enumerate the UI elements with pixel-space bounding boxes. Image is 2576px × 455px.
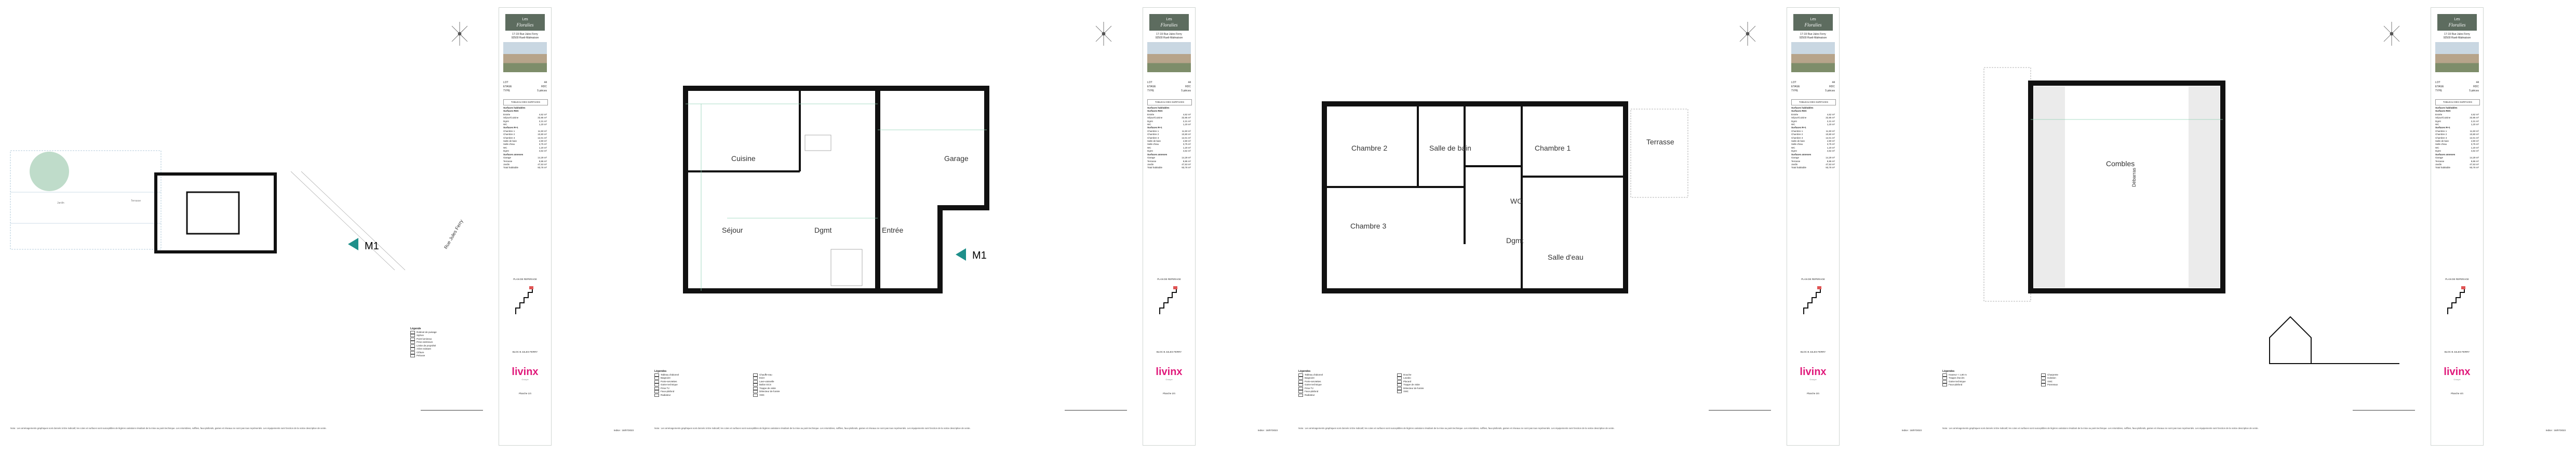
reperage-diagram-icon [2447,284,2467,315]
legend-box [410,327,437,358]
room-label-cuisine: Cuisine [731,154,756,163]
legend-item: Prise TV [654,387,743,391]
surfaces-heading: Surfaces RDC [2435,110,2451,113]
surfaces-room-area: 11,50 m² [538,129,547,132]
surfaces-room-area: 14,29 m² [1182,156,1191,159]
marker-arrow-icon [956,248,966,261]
room-label-garage: Garage [944,154,969,163]
legend-item: Radiateur [654,394,743,397]
legend-item: Baignoire [654,377,743,380]
marker-label: M1 [365,240,379,252]
surfaces-room-name: Terrasse [1791,159,1801,163]
surfaces-room-area: 10,80 m² [1826,133,1835,136]
title-block [2431,7,2484,446]
surfaces-room-name: Chambre 2 [503,133,515,136]
surfaces-room-name: Jardin [1147,163,1154,166]
surfaces-room-area: 32,85 m² [1826,116,1835,119]
surfaces-room-name: Garage [503,156,512,159]
compass-rose-icon [2384,22,2399,46]
project-logo: Les Floralies [2437,14,2477,31]
surfaces-room-name: Dgmt [1147,119,1153,123]
legend-title: Légendes [654,370,667,373]
reperage-title: PLAN DE REPERAGE [1157,278,1181,280]
surfaces-room-area: 10,80 m² [2470,133,2479,136]
surfaces-room-name: Séjour/Cuisine [2435,116,2451,119]
surfaces-heading: Surfaces habitables [503,106,526,109]
brand-logo: livinx Groupe [1156,366,1183,381]
surfaces-heading: Surfaces R+1 [2435,126,2450,129]
legend-item: Baignoire [1298,377,1387,380]
reperage-title: PLAN DE REPERAGE [513,278,537,280]
surfaces-room-name: Chambre 1 [1147,129,1159,132]
surfaces-table [503,106,547,170]
surfaces-room-area: 2,31 m² [2471,119,2479,123]
surfaces-room-area: 4,64 m² [1183,150,1191,153]
disclaimer-text: Nota : Les aménagements graphiques sont donnés à titre indicatif, les cotes et surfaces sont susceptibles de légères variations résultant de la mise au point technique. Les retombées, soffites, faux-plafonds, gaines et réseaux ne sont pas tous représentés. Les équipements sont fonction de la notice descriptive de vente. [1942,427,2259,430]
surfaces-room-name: Chambre 3 [2435,136,2447,139]
surfaces-table [1791,106,1835,170]
surfaces-room-area: 47,53 m² [1826,163,1835,166]
reperage-diagram-icon [1159,284,1179,315]
surfaces-table-title: TABLEAU DES SURFACES [1147,99,1192,105]
surfaces-room-area: 1,20 m² [539,123,547,126]
room-label-chambre-2: Chambre 2 [1351,144,1388,152]
surfaces-room-area: 47,53 m² [1182,163,1191,166]
disclaimer-text: Nota : Les aménagements graphiques sont donnés à titre indicatif, les cotes et surfaces sont susceptibles de légères variations résultant de la mise au point technique. Les retombées, soffites, faux-plafonds, gaines et réseaux ne sont pas tous représentés. Les équipements sont fonction de la notice descriptive de vente. [654,427,971,430]
legend-item: Gaine technique [1942,380,2031,384]
legend-item: Lavabo [1397,377,1485,380]
surfaces-room-name: Salle de bain [1791,140,1805,143]
surfaces-room-area: 1,20 m² [1827,123,1835,126]
plan-sheet-4 [1932,0,2576,455]
surfaces-room-name: Chambre 1 [1791,129,1803,132]
surfaces-room-name: Dgmt [503,119,509,123]
surfaces-heading: Surfaces R+1 [1147,126,1162,129]
surfaces-room-area: 11,50 m² [1826,129,1835,132]
plan-sheet-2 [644,0,1289,455]
disclaimer-text: Nota : Les aménagements graphiques sont donnés à titre indicatif, les cotes et surfaces sont susceptibles de légères variations résultant de la mise au point technique. Les retombées, soffites, faux-plafonds, gaines et réseaux ne sont pas tous représentés. Les équipements sont fonction de la notice descriptive de vente. [1298,427,1615,430]
legend-item: Gaine technique [654,383,743,387]
legend-item: Faux-plafond [1942,383,2031,387]
surfaces-room-area: 4,90 m² [1827,140,1835,143]
project-address: 17-19 Rue Jules Ferry 92500 Rueil-Malmaison [1155,33,1183,39]
surfaces-heading: Surfaces annexes [1147,153,1168,156]
surfaces-room-area: 2,31 m² [1183,119,1191,123]
legend-item: Lave-vaisselle [753,380,841,384]
surfaces-room-area: 10,80 m² [1182,133,1191,136]
project-logo: Les Floralies [1149,14,1189,31]
surfaces-room-name: WC [2435,123,2439,126]
surfaces-heading: Surfaces RDC [1791,110,1807,113]
revision-ref: Indice : 18/07/2023 [1257,429,1278,432]
surfaces-table-title: TABLEAU DES SURFACES [2435,99,2480,105]
surfaces-room-area: 4,62 m² [1827,113,1835,116]
surfaces-room-area: 3,75 m² [1827,143,1835,146]
legend-item: VMC [753,394,841,397]
surfaces-heading: Surfaces habitables [1791,106,1814,109]
room-label-dgmt: Dgmt [1506,236,1524,245]
lot-info: LOT 44 ETAGE RDC TYPE 5 pièces [2435,81,2479,92]
surfaces-room-name: Dgmt [1791,119,1797,123]
surfaces-room-name: Séjour/Cuisine [503,116,519,119]
surfaces-heading: Surfaces RDC [1147,110,1163,113]
page-number: Planche 1/4 [519,392,531,395]
legend-item: Charpente [2041,373,2129,377]
surfaces-room-area: 93,78 m² [1826,166,1835,169]
surfaces-room-name: Total habitable [503,166,519,169]
surfaces-room-name: Dgmt [1791,150,1797,153]
legend-box [1298,370,1485,397]
disclaimer-text: Nota : Les aménagements graphiques sont donnés à titre indicatif, les cotes et surfaces sont susceptibles de légères variations résultant de la mise au point technique. Les retombées, soffites, faux-plafonds, gaines et réseaux ne sont pas tous représentés. Les équipements sont fonction de la notice descriptive de vente. [10,427,327,430]
legend-item: Porte-serviettes [654,380,743,384]
surfaces-room-area: 11,50 m² [1182,129,1191,132]
surfaces-heading: Surfaces RDC [503,110,519,113]
surfaces-heading: Surfaces annexes [1791,153,1812,156]
surfaces-room-name: Entrée [1147,113,1155,116]
surfaces-room-name: Entrée [1791,113,1799,116]
surfaces-room-area: 32,85 m² [2470,116,2479,119]
surfaces-room-name: Chambre 3 [1791,136,1803,139]
project-photo [503,42,547,72]
surfaces-room-area: 4,62 m² [539,113,547,116]
title-block [1787,7,1840,446]
page-number: Planche 3/4 [1807,392,1819,395]
room-label-salle-de-bain: Salle de bain [1429,144,1471,152]
legend-item: Détecteur de fumée [1397,387,1485,391]
surfaces-room-area: 4,90 m² [1183,140,1191,143]
brand-logo: livinx Groupe [2444,366,2471,381]
surfaces-room-area: 9,86 m² [1827,159,1835,163]
surfaces-room-area: 1,20 m² [1183,146,1191,149]
legend-title: Légendes [1942,370,1955,373]
legend-item: Ballon ECS [753,383,841,387]
reperage-title: PLAN DE REPERAGE [2445,278,2469,280]
surfaces-row [503,166,547,169]
surfaces-room-name: Salle d'eau [1147,143,1159,146]
legend-box [654,370,841,397]
room-label-terrasse: Terrasse [1646,138,1674,146]
surfaces-room-name: Chambre 3 [1147,136,1159,139]
building-name: BLOC B JULES FERRY [1156,351,1182,353]
surfaces-room-area: 9,86 m² [1183,159,1191,163]
surfaces-room-area: 4,90 m² [539,140,547,143]
project-logo: Les Floralies [505,14,545,31]
surfaces-table-title: TABLEAU DES SURFACES [1791,99,1836,105]
surfaces-heading: Surfaces R+1 [503,126,518,129]
surfaces-room-name: Salle d'eau [1791,143,1803,146]
legend-item: Isolation [2041,377,2129,380]
surfaces-room-name: Chambre 3 [503,136,515,139]
room-label-debarras: Débarras [2131,167,2137,187]
building-name: BLOC B JULES FERRY [512,351,538,353]
legend-item: Point lumineux [410,338,437,341]
surfaces-room-name: Salle de bain [1147,140,1161,143]
room-label-chambre-1: Chambre 1 [1535,144,1571,152]
section-view [2270,317,2399,364]
surfaces-room-area: 32,85 m² [1182,116,1191,119]
legend-item: VMC [2041,380,2129,384]
surfaces-room-area: 47,53 m² [538,163,547,166]
title-block [1143,7,1196,446]
surfaces-room-area: 11,50 m² [2470,129,2479,132]
surfaces-room-area: 93,78 m² [2470,166,2479,169]
project-address: 17-19 Rue Jules Ferry 92500 Rueil-Malmaison [2443,33,2471,39]
legend-item: Radiateur [1298,394,1387,397]
title-block [499,7,552,446]
surfaces-room-area: 1,20 m² [1183,123,1191,126]
surfaces-room-name: Salle d'eau [2435,143,2447,146]
surfaces-room-area: 4,90 m² [2471,140,2479,143]
legend-box [1942,370,2129,387]
lot-info: LOT 44 ETAGE RDC TYPE 5 pièces [1147,81,1191,92]
legend-item: Gaine technique [1298,383,1387,387]
legend-item: Trappe de visite [1397,383,1485,387]
surfaces-room-name: Chambre 1 [503,129,515,132]
surfaces-room-name: Garage [1791,156,1800,159]
surfaces-room-name: Terrasse [503,159,513,163]
room-label-salle-deau: Salle d'eau [1548,253,1584,261]
legend-item: Tableau d'abonné [654,373,743,377]
surfaces-room-area: 14,29 m² [2470,156,2479,159]
room-label-chambre-3: Chambre 3 [1350,222,1387,230]
surfaces-room-area: 93,78 m² [1182,166,1191,169]
surfaces-room-name: Terrasse [1147,159,1157,163]
legend-item: Siphon [410,334,437,338]
legend-item: Clôture [410,351,437,355]
surfaces-room-area: 32,85 m² [538,116,547,119]
surfaces-room-area: 3,75 m² [539,143,547,146]
legend-item: Porte-serviettes [1298,380,1387,384]
room-label-jardin: Jardin [57,202,64,205]
project-address: 17-19 Rue Jules Ferry 92500 Rueil-Malmaison [1799,33,1827,39]
surfaces-row [1791,166,1835,169]
surfaces-room-name: Garage [2435,156,2444,159]
surfaces-room-area: 4,62 m² [1183,113,1191,116]
reperage-diagram-icon [1803,284,1823,315]
legend-item: Faux-plafond [1298,390,1387,394]
surfaces-heading: Surfaces annexes [2435,153,2456,156]
legend-item: Tableau d'abonné [1298,373,1387,377]
room-label-wc: WC [1510,197,1523,205]
surfaces-room-area: 4,62 m² [2471,113,2479,116]
surfaces-room-name: Jardin [503,163,510,166]
surfaces-room-area: 4,64 m² [539,150,547,153]
legend-item: Chauffe-eau [753,373,841,377]
surfaces-room-name: Entrée [503,113,511,116]
legend-item: Panneaux [2041,383,2129,387]
room-label-terrasse: Terrasse [131,199,141,203]
page-number: Planche 2/4 [1163,392,1175,395]
surfaces-room-area: 14,29 m² [538,156,547,159]
project-logo: Les Floralies [1793,14,1833,31]
legend-title: Légende [410,327,421,330]
room-label-dgmt: Dgmt [814,226,832,234]
brand-logo: livinx Groupe [1800,366,1827,381]
surfaces-room-name: Chambre 2 [2435,133,2447,136]
surfaces-room-name: Dgmt [503,150,509,153]
legend-item: Pelouse [410,354,437,358]
plan-drawing-exterior [0,0,499,455]
project-photo [2435,42,2479,72]
lot-info: LOT 44 ETAGE RDC TYPE 5 pièces [1791,81,1835,92]
legend-item: Hauteur < 1,80 m [1942,373,2031,377]
surfaces-table-title: TABLEAU DES SURFACES [503,99,548,105]
legend-item: Evier [753,377,841,380]
surfaces-room-name: Chambre 2 [1147,133,1159,136]
surfaces-room-area: 1,20 m² [1827,146,1835,149]
surfaces-room-area: 4,64 m² [2471,150,2479,153]
surfaces-room-name: Jardin [2435,163,2442,166]
revision-ref: Indice : 18/07/2023 [613,429,634,432]
building-name: BLOC B JULES FERRY [1800,351,1826,353]
surfaces-room-name: Garage [1147,156,1156,159]
surfaces-room-name: Total habitable [1791,166,1807,169]
surfaces-room-name: Salle d'eau [503,143,515,146]
tree-icon [30,152,69,191]
surfaces-room-area: 2,31 m² [539,119,547,123]
surfaces-room-name: Séjour/Cuisine [1147,116,1163,119]
surfaces-heading: Surfaces habitables [2435,106,2458,109]
plan-sheet-3 [1288,0,1933,455]
compass-rose-icon [1096,22,1111,46]
project-photo [1147,42,1191,72]
surfaces-heading: Surfaces R+1 [1791,126,1806,129]
surfaces-room-name: Entrée [2435,113,2443,116]
surfaces-room-area: 47,53 m² [2470,163,2479,166]
legend-item: Trappe de visite [753,387,841,391]
surfaces-room-name: WC [503,123,507,126]
project-address: 17-19 Rue Jules Ferry 92500 Rueil-Malmaison [511,33,539,39]
surfaces-room-area: 12,01 m² [1182,136,1191,139]
surfaces-room-name: WC [1791,123,1795,126]
legend-item: Trappe d'accès [1942,377,2031,380]
surfaces-room-area: 1,20 m² [2471,123,2479,126]
legend-item: Détecteur de fumée [753,390,841,394]
marker-label: M1 [972,250,987,261]
plan-drawing-combles [1932,0,2431,455]
legend-item: Prise TV [1298,387,1387,391]
reperage-title: PLAN DE REPERAGE [1801,278,1825,280]
plan-sheet-1 [0,0,645,455]
surfaces-room-name: Dgmt [2435,150,2441,153]
surfaces-room-name: WC [503,146,507,149]
surfaces-room-name: Chambre 1 [2435,129,2447,132]
surfaces-room-name: Total habitable [1147,166,1163,169]
surfaces-heading: Surfaces habitables [1147,106,1170,109]
surfaces-room-area: 9,86 m² [539,159,547,163]
legend-item: Robinet de puisage [410,331,437,334]
room-label-sejour: Séjour [722,226,743,234]
surfaces-room-name: Dgmt [2435,119,2441,123]
room-label-entree: Entrée [882,226,904,234]
surfaces-room-name: WC [2435,146,2439,149]
surfaces-room-name: Dgmt [1147,150,1153,153]
surfaces-row [2435,166,2479,169]
lot-info: LOT 44 ETAGE RDC TYPE 5 pièces [503,81,547,92]
surfaces-room-name: WC [1147,123,1151,126]
surfaces-room-name: Salle de bain [503,140,517,143]
legend-title: Légendes [1298,370,1311,373]
marker-arrow-icon [348,238,358,250]
surfaces-room-area: 2,31 m² [1827,119,1835,123]
surfaces-room-area: 4,64 m² [1827,150,1835,153]
surfaces-room-name: Chambre 2 [1791,133,1803,136]
surfaces-room-area: 1,20 m² [539,146,547,149]
legend-item: Faux-plafond [654,390,743,394]
legend-item: Arbre existant [410,347,437,351]
brand-logo: livinx Groupe [512,366,539,381]
surfaces-room-area: 12,01 m² [538,136,547,139]
surfaces-room-area: 12,01 m² [1826,136,1835,139]
reperage-diagram-icon [515,284,535,315]
surfaces-table [1147,106,1191,170]
surfaces-room-name: Séjour/Cuisine [1791,116,1807,119]
page-number: Planche 4/4 [2451,392,2463,395]
surfaces-room-name: WC [1791,146,1795,149]
surfaces-row [1147,166,1191,169]
legend-item: Prise extérieure [410,341,437,344]
surfaces-room-area: 14,29 m² [1826,156,1835,159]
surfaces-room-name: Total habitable [2435,166,2451,169]
compass-rose-icon [452,22,467,46]
surfaces-room-name: Terrasse [2435,159,2445,163]
street-label: Rue Jules Ferry [443,218,464,250]
room-label-combles: Combles [2106,159,2135,168]
surfaces-room-area: 10,80 m² [538,133,547,136]
surfaces-room-area: 3,75 m² [2471,143,2479,146]
legend-item: VMC [1397,390,1485,394]
compass-rose-icon [1740,22,1755,46]
building-name: BLOC B JULES FERRY [2444,351,2470,353]
project-photo [1791,42,1835,72]
surfaces-room-area: 3,75 m² [1183,143,1191,146]
surfaces-table [2435,106,2479,170]
revision-ref: Indice : 18/07/2023 [1901,429,1922,432]
surfaces-room-name: Salle de bain [2435,140,2449,143]
legend-item: Limite de propriété [410,344,437,348]
surfaces-room-area: 12,01 m² [2470,136,2479,139]
surfaces-heading: Surfaces annexes [503,153,524,156]
surfaces-room-name: WC [1147,146,1151,149]
legend-item: Douche [1397,373,1485,377]
surfaces-room-name: Jardin [1791,163,1798,166]
surfaces-room-area: 1,20 m² [2471,146,2479,149]
revision-ref: Indice : 18/07/2023 [2545,429,2566,432]
surfaces-room-area: 9,86 m² [2471,159,2479,163]
legend-item: Placard [1397,380,1485,384]
surfaces-room-area: 93,78 m² [538,166,547,169]
